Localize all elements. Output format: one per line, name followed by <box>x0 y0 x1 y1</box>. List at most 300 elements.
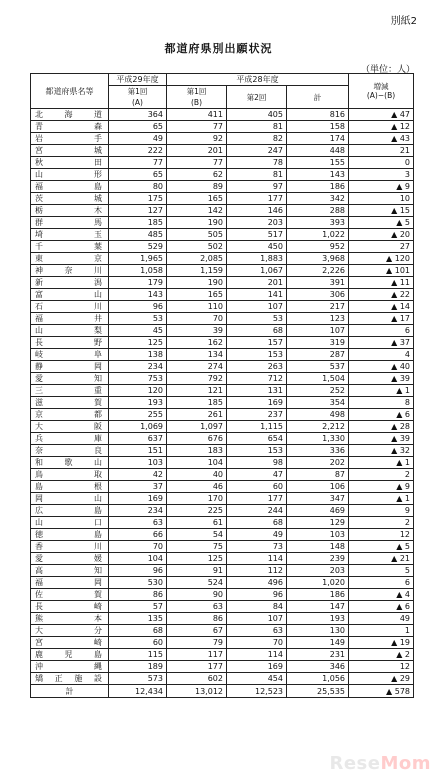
h29-round1-cell: 96 <box>109 301 167 313</box>
table-row <box>31 265 414 277</box>
h28-total-cell: 143 <box>287 169 349 181</box>
prefecture-name-cell: 京都 <box>31 409 109 421</box>
h28-round2-cell: 78 <box>227 157 287 169</box>
prefecture-name-cell: 三重 <box>31 385 109 397</box>
h28-round1-cell: 77 <box>167 157 227 169</box>
table-row <box>31 613 414 625</box>
h28-total-cell: 193 <box>287 613 349 625</box>
table-row <box>31 337 414 349</box>
prefecture-name-cell: 長野 <box>31 337 109 349</box>
prefecture-name-cell: 長崎 <box>31 601 109 613</box>
difference-cell: ▲ 4 <box>349 589 414 601</box>
h29-round1-cell: 175 <box>109 193 167 205</box>
h28-total-cell: 147 <box>287 601 349 613</box>
h28-total-cell: 148 <box>287 541 349 553</box>
prefecture-name-cell: 奈良 <box>31 445 109 457</box>
prefecture-name-cell: 山口 <box>31 517 109 529</box>
difference-cell: ▲ 43 <box>349 133 414 145</box>
h28-total-cell: 129 <box>287 517 349 529</box>
difference-cell: ▲ 39 <box>349 433 414 445</box>
h28-round2-cell: 1,883 <box>227 253 287 265</box>
table-row <box>31 673 414 685</box>
table-row <box>31 661 414 673</box>
h28-round2-cell: 169 <box>227 661 287 673</box>
h28-round2-cell: 114 <box>227 649 287 661</box>
difference-cell: 2 <box>349 469 414 481</box>
prefecture-name-cell: 福井 <box>31 313 109 325</box>
table-row <box>31 229 414 241</box>
prefecture-name-cell: 宮城 <box>31 145 109 157</box>
table-row <box>31 205 414 217</box>
h29-round1-cell: 80 <box>109 181 167 193</box>
h28-round2-cell: 141 <box>227 289 287 301</box>
difference-cell: ▲ 9 <box>349 481 414 493</box>
h28-round1-cell: 90 <box>167 589 227 601</box>
difference-cell: ▲ 17 <box>349 313 414 325</box>
table-row <box>31 541 414 553</box>
h29-round1-cell: 63 <box>109 517 167 529</box>
h29-round1-cell: 1,965 <box>109 253 167 265</box>
header-b: (B) <box>167 97 227 109</box>
h29-round1-cell: 103 <box>109 457 167 469</box>
table-row <box>31 157 414 169</box>
h28-round1-cell: 165 <box>167 193 227 205</box>
h28-round1-cell: 86 <box>167 613 227 625</box>
h28-total-cell: 469 <box>287 505 349 517</box>
h28-total-cell: 319 <box>287 337 349 349</box>
header-h28-round2: 第2回 <box>227 86 287 109</box>
h29-round1-cell: 65 <box>109 169 167 181</box>
difference-cell: 21 <box>349 145 414 157</box>
prefecture-name-cell: 鳥取 <box>31 469 109 481</box>
header-h28: 平成28年度 <box>167 74 349 86</box>
h29-round1-cell: 125 <box>109 337 167 349</box>
h28-round1-cell: 201 <box>167 145 227 157</box>
h28-total-cell: 103 <box>287 529 349 541</box>
resemom-logo <box>329 753 431 774</box>
difference-cell: ▲ 11 <box>349 277 414 289</box>
prefecture-name-cell: 茨城 <box>31 193 109 205</box>
h28-total-cell: 336 <box>287 445 349 457</box>
h29-round1-cell: 57 <box>109 601 167 613</box>
table-row <box>31 181 414 193</box>
h28-total-cell: 1,022 <box>287 229 349 241</box>
h29-round1-cell: 65 <box>109 121 167 133</box>
table-row <box>31 325 414 337</box>
h28-total-cell: 106 <box>287 481 349 493</box>
h28-round1-cell: 121 <box>167 385 227 397</box>
h28-round1-cell: 63 <box>167 601 227 613</box>
h28-round1-cell: 225 <box>167 505 227 517</box>
prefecture-name-cell: 香川 <box>31 541 109 553</box>
table-row <box>31 133 414 145</box>
h28-round1-cell: 40 <box>167 469 227 481</box>
h28-round2-cell: 114 <box>227 553 287 565</box>
difference-cell: ▲ 14 <box>349 301 414 313</box>
difference-cell: ▲ 9 <box>349 181 414 193</box>
h28-total-cell: 306 <box>287 289 349 301</box>
h29-round1-cell: 193 <box>109 397 167 409</box>
h28-round1-cell: 92 <box>167 133 227 145</box>
prefecture-name-cell: 和歌山 <box>31 457 109 469</box>
h28-round1-cell: 91 <box>167 565 227 577</box>
table-row <box>31 289 414 301</box>
table-row <box>31 385 414 397</box>
header-h28-round1: 第1回 <box>167 86 227 98</box>
table-row <box>31 241 414 253</box>
difference-cell: ▲ 21 <box>349 553 414 565</box>
difference-cell: ▲ 578 <box>349 685 414 698</box>
h28-total-cell: 1,330 <box>287 433 349 445</box>
h28-round1-cell: 162 <box>167 337 227 349</box>
h28-round2-cell: 153 <box>227 445 287 457</box>
prefecture-name-cell: 石川 <box>31 301 109 313</box>
h28-round1-cell: 170 <box>167 493 227 505</box>
h28-round2-cell: 97 <box>227 181 287 193</box>
h28-total-cell: 186 <box>287 181 349 193</box>
applications-table <box>30 73 414 698</box>
difference-cell: ▲ 1 <box>349 457 414 469</box>
h28-total-cell: 816 <box>287 109 349 121</box>
table-row <box>31 217 414 229</box>
prefecture-name-cell: 佐賀 <box>31 589 109 601</box>
difference-cell: ▲ 47 <box>349 109 414 121</box>
h29-round1-cell: 115 <box>109 649 167 661</box>
difference-cell: ▲ 37 <box>349 337 414 349</box>
h29-round1-cell: 485 <box>109 229 167 241</box>
h28-round2-cell: 201 <box>227 277 287 289</box>
h28-round1-cell: 165 <box>167 289 227 301</box>
h28-total-cell: 393 <box>287 217 349 229</box>
difference-cell: 9 <box>349 505 414 517</box>
difference-cell: 8 <box>349 397 414 409</box>
h29-round1-cell: 70 <box>109 541 167 553</box>
h29-round1-cell: 135 <box>109 613 167 625</box>
h28-round2-cell: 73 <box>227 541 287 553</box>
difference-cell: ▲ 5 <box>349 217 414 229</box>
difference-cell: ▲ 2 <box>349 649 414 661</box>
h28-total-cell: 952 <box>287 241 349 253</box>
document-id-label: 別紙2 <box>390 16 417 27</box>
prefecture-name-cell: 高知 <box>31 565 109 577</box>
h28-round1-cell: 62 <box>167 169 227 181</box>
h28-total-cell: 107 <box>287 325 349 337</box>
table-row <box>31 433 414 445</box>
table-row <box>31 277 414 289</box>
h28-total-cell: 25,535 <box>287 685 349 698</box>
prefecture-name-cell: 埼玉 <box>31 229 109 241</box>
h28-total-cell: 2,226 <box>287 265 349 277</box>
h29-round1-cell: 96 <box>109 565 167 577</box>
h28-round1-cell: 1,159 <box>167 265 227 277</box>
h29-round1-cell: 151 <box>109 445 167 457</box>
h28-round1-cell: 110 <box>167 301 227 313</box>
h28-round2-cell: 70 <box>227 637 287 649</box>
difference-cell: 5 <box>349 565 414 577</box>
h28-total-cell: 252 <box>287 385 349 397</box>
prefecture-name-cell: 沖縄 <box>31 661 109 673</box>
h29-round1-cell: 12,434 <box>109 685 167 698</box>
h28-round1-cell: 77 <box>167 121 227 133</box>
h28-total-cell: 1,056 <box>287 673 349 685</box>
header-diff <box>349 74 414 109</box>
difference-cell: ▲ 101 <box>349 265 414 277</box>
h28-round1-cell: 117 <box>167 649 227 661</box>
table-row <box>31 397 414 409</box>
h28-round2-cell: 244 <box>227 505 287 517</box>
h28-round2-cell: 1,067 <box>227 265 287 277</box>
h29-round1-cell: 255 <box>109 409 167 421</box>
table-row <box>31 469 414 481</box>
h29-round1-cell: 637 <box>109 433 167 445</box>
h28-round1-cell: 75 <box>167 541 227 553</box>
h28-round2-cell: 153 <box>227 349 287 361</box>
table-row <box>31 409 414 421</box>
h28-total-cell: 342 <box>287 193 349 205</box>
h28-round2-cell: 263 <box>227 361 287 373</box>
h28-total-cell: 174 <box>287 133 349 145</box>
h29-round1-cell: 573 <box>109 673 167 685</box>
difference-cell: 27 <box>349 241 414 253</box>
prefecture-name-cell: 山形 <box>31 169 109 181</box>
difference-cell: 12 <box>349 529 414 541</box>
h28-total-cell: 186 <box>287 589 349 601</box>
h29-round1-cell: 37 <box>109 481 167 493</box>
h28-total-cell: 1,504 <box>287 373 349 385</box>
header-h29-round1: 第1回 <box>109 86 167 98</box>
h29-round1-cell: 179 <box>109 277 167 289</box>
h28-total-cell: 130 <box>287 625 349 637</box>
difference-cell: 4 <box>349 349 414 361</box>
h29-round1-cell: 60 <box>109 637 167 649</box>
h28-round1-cell: 61 <box>167 517 227 529</box>
h28-total-cell: 346 <box>287 661 349 673</box>
difference-cell: 0 <box>349 157 414 169</box>
h29-round1-cell: 42 <box>109 469 167 481</box>
difference-cell: ▲ 40 <box>349 361 414 373</box>
table-row <box>31 553 414 565</box>
total-row <box>31 685 414 698</box>
h28-round2-cell: 60 <box>227 481 287 493</box>
h28-round1-cell: 104 <box>167 457 227 469</box>
table-row <box>31 361 414 373</box>
prefecture-name-cell: 愛媛 <box>31 553 109 565</box>
prefecture-name-cell: 神奈川 <box>31 265 109 277</box>
table-row <box>31 169 414 181</box>
difference-cell: 3 <box>349 169 414 181</box>
difference-cell: ▲ 29 <box>349 673 414 685</box>
difference-cell: ▲ 15 <box>349 205 414 217</box>
difference-cell: ▲ 39 <box>349 373 414 385</box>
h28-total-cell: 391 <box>287 277 349 289</box>
h28-round2-cell: 517 <box>227 229 287 241</box>
difference-cell: 2 <box>349 517 414 529</box>
h29-round1-cell: 68 <box>109 625 167 637</box>
table-row <box>31 445 414 457</box>
h28-total-cell: 231 <box>287 649 349 661</box>
h28-round2-cell: 47 <box>227 469 287 481</box>
h28-total-cell: 2,212 <box>287 421 349 433</box>
h29-round1-cell: 530 <box>109 577 167 589</box>
prefecture-name-cell: 徳島 <box>31 529 109 541</box>
h28-round1-cell: 524 <box>167 577 227 589</box>
h28-round1-cell: 505 <box>167 229 227 241</box>
prefecture-name-cell: 鹿児島 <box>31 649 109 661</box>
h28-round2-cell: 1,115 <box>227 421 287 433</box>
h28-round2-cell: 68 <box>227 325 287 337</box>
difference-cell: 49 <box>349 613 414 625</box>
h28-round2-cell: 157 <box>227 337 287 349</box>
table-row <box>31 481 414 493</box>
table-row <box>31 121 414 133</box>
prefecture-name-cell: 秋田 <box>31 157 109 169</box>
h29-round1-cell: 1,058 <box>109 265 167 277</box>
h28-round2-cell: 82 <box>227 133 287 145</box>
difference-cell: ▲ 20 <box>349 229 414 241</box>
h28-round2-cell: 247 <box>227 145 287 157</box>
h29-round1-cell: 364 <box>109 109 167 121</box>
h28-round2-cell: 405 <box>227 109 287 121</box>
table-row <box>31 457 414 469</box>
h28-total-cell: 537 <box>287 361 349 373</box>
h28-round2-cell: 454 <box>227 673 287 685</box>
table-body <box>31 109 414 698</box>
table-row <box>31 529 414 541</box>
difference-cell: ▲ 1 <box>349 385 414 397</box>
h29-round1-cell: 143 <box>109 289 167 301</box>
difference-cell: ▲ 22 <box>349 289 414 301</box>
difference-cell: 6 <box>349 577 414 589</box>
h28-round1-cell: 134 <box>167 349 227 361</box>
h29-round1-cell: 189 <box>109 661 167 673</box>
h28-round1-cell: 602 <box>167 673 227 685</box>
prefecture-name-cell: 東京 <box>31 253 109 265</box>
table-row <box>31 637 414 649</box>
table-row <box>31 373 414 385</box>
h28-round1-cell: 46 <box>167 481 227 493</box>
h28-total-cell: 448 <box>287 145 349 157</box>
h28-round2-cell: 107 <box>227 613 287 625</box>
difference-cell: 10 <box>349 193 414 205</box>
h28-round2-cell: 12,523 <box>227 685 287 698</box>
header-diff-sub: (A)−(B) <box>366 91 396 100</box>
h28-round2-cell: 49 <box>227 529 287 541</box>
h28-round2-cell: 63 <box>227 625 287 637</box>
h29-round1-cell: 138 <box>109 349 167 361</box>
h28-round2-cell: 177 <box>227 493 287 505</box>
h29-round1-cell: 86 <box>109 589 167 601</box>
table-row <box>31 109 414 121</box>
prefecture-name-cell: 富山 <box>31 289 109 301</box>
difference-cell: ▲ 120 <box>349 253 414 265</box>
prefecture-name-cell: 千葉 <box>31 241 109 253</box>
h28-round2-cell: 169 <box>227 397 287 409</box>
prefecture-name-cell: 岩手 <box>31 133 109 145</box>
h28-round2-cell: 237 <box>227 409 287 421</box>
h28-round2-cell: 146 <box>227 205 287 217</box>
logo-text-1: Rese <box>329 753 381 774</box>
h28-total-cell: 203 <box>287 565 349 577</box>
h29-round1-cell: 120 <box>109 385 167 397</box>
h28-round1-cell: 261 <box>167 409 227 421</box>
h28-total-cell: 498 <box>287 409 349 421</box>
h28-total-cell: 1,020 <box>287 577 349 589</box>
h29-round1-cell: 53 <box>109 313 167 325</box>
prefecture-name-cell: 静岡 <box>31 361 109 373</box>
h28-round2-cell: 112 <box>227 565 287 577</box>
prefecture-name-cell: 大分 <box>31 625 109 637</box>
h28-total-cell: 155 <box>287 157 349 169</box>
h28-total-cell: 288 <box>287 205 349 217</box>
h29-round1-cell: 77 <box>109 157 167 169</box>
h28-round1-cell: 79 <box>167 637 227 649</box>
h28-round2-cell: 203 <box>227 217 287 229</box>
h28-round2-cell: 53 <box>227 313 287 325</box>
h28-round2-cell: 96 <box>227 589 287 601</box>
h28-round1-cell: 190 <box>167 217 227 229</box>
h28-round2-cell: 177 <box>227 193 287 205</box>
prefecture-name-cell: 群馬 <box>31 217 109 229</box>
prefecture-name-cell: 栃木 <box>31 205 109 217</box>
h29-round1-cell: 529 <box>109 241 167 253</box>
h29-round1-cell: 127 <box>109 205 167 217</box>
difference-cell: ▲ 28 <box>349 421 414 433</box>
table-row <box>31 565 414 577</box>
prefecture-name-cell: 岐阜 <box>31 349 109 361</box>
h28-total-cell: 347 <box>287 493 349 505</box>
h29-round1-cell: 49 <box>109 133 167 145</box>
h29-round1-cell: 169 <box>109 493 167 505</box>
h28-round1-cell: 183 <box>167 445 227 457</box>
prefecture-name-cell: 岡山 <box>31 493 109 505</box>
h28-total-cell: 87 <box>287 469 349 481</box>
h28-total-cell: 239 <box>287 553 349 565</box>
difference-cell: 1 <box>349 625 414 637</box>
table-row <box>31 253 414 265</box>
table-row <box>31 517 414 529</box>
h28-round2-cell: 450 <box>227 241 287 253</box>
table-row <box>31 193 414 205</box>
h28-round1-cell: 676 <box>167 433 227 445</box>
prefecture-name-cell: 福島 <box>31 181 109 193</box>
h28-round1-cell: 39 <box>167 325 227 337</box>
h28-round2-cell: 81 <box>227 121 287 133</box>
h29-round1-cell: 222 <box>109 145 167 157</box>
prefecture-name-cell: 広島 <box>31 505 109 517</box>
h28-round1-cell: 502 <box>167 241 227 253</box>
difference-cell: 6 <box>349 325 414 337</box>
h28-round1-cell: 185 <box>167 397 227 409</box>
h28-round1-cell: 177 <box>167 661 227 673</box>
prefecture-name-cell: 山梨 <box>31 325 109 337</box>
prefecture-name-cell: 大阪 <box>31 421 109 433</box>
h29-round1-cell: 234 <box>109 505 167 517</box>
h28-round1-cell: 2,085 <box>167 253 227 265</box>
prefecture-name-cell: 島根 <box>31 481 109 493</box>
header-h29: 平成29年度 <box>109 74 167 86</box>
h28-total-cell: 217 <box>287 301 349 313</box>
h28-round1-cell: 190 <box>167 277 227 289</box>
header-a: (A) <box>109 97 167 109</box>
h28-round1-cell: 792 <box>167 373 227 385</box>
difference-cell: ▲ 6 <box>349 409 414 421</box>
prefecture-name-cell: 宮崎 <box>31 637 109 649</box>
logo-text-2: Mom <box>380 753 431 774</box>
h28-round2-cell: 496 <box>227 577 287 589</box>
h28-round1-cell: 274 <box>167 361 227 373</box>
prefecture-name-cell: 福岡 <box>31 577 109 589</box>
h28-round2-cell: 654 <box>227 433 287 445</box>
